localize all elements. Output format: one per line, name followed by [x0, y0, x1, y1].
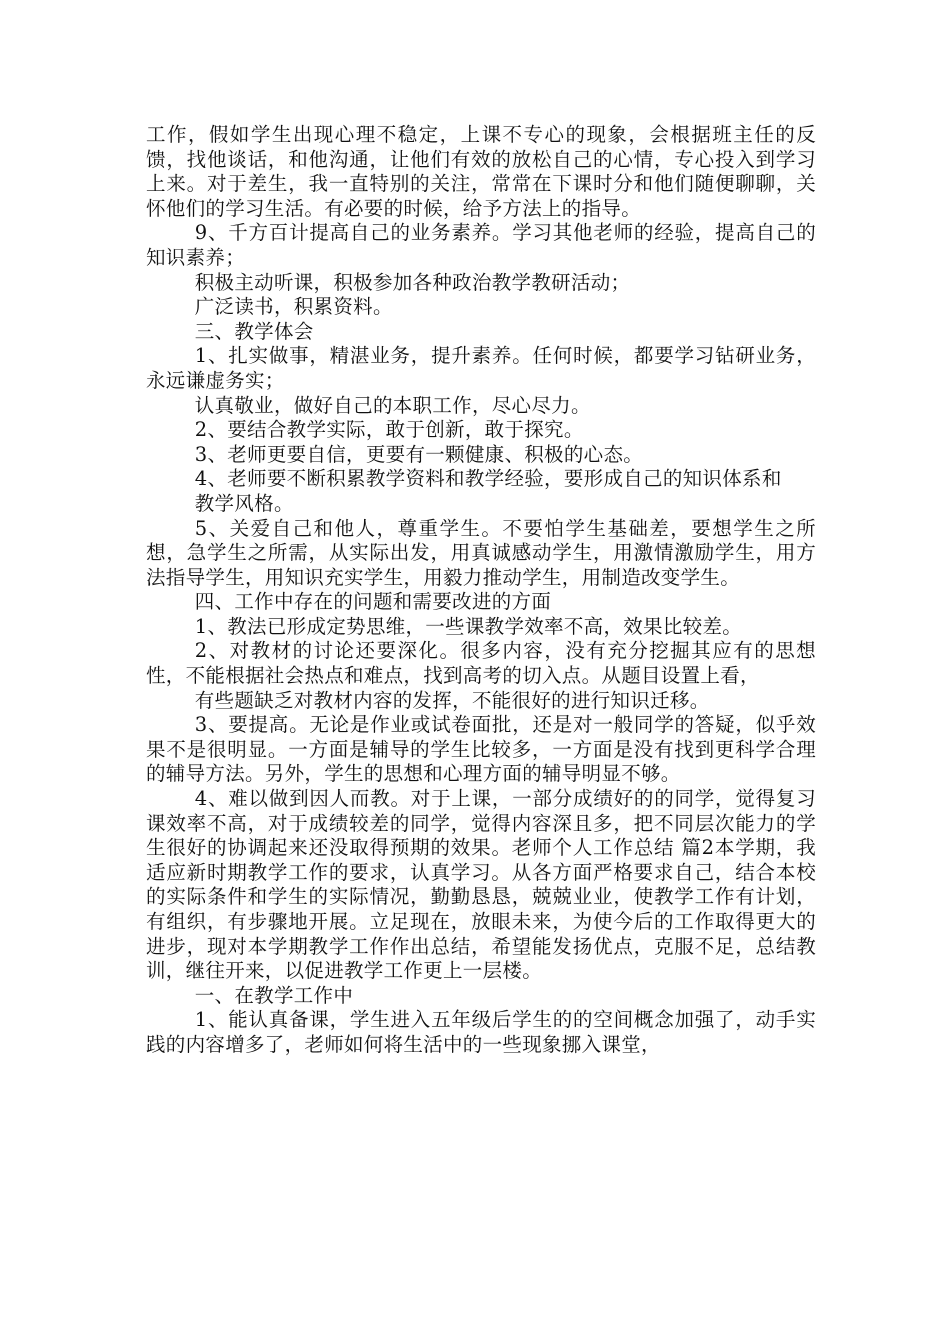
- paragraph: 2、对教材的讨论还要深化。很多内容，没有充分挖掘其应有的思想性，不能根据社会热点和难点，找到高考的切入点。从题目设置上看，: [146, 639, 816, 688]
- paragraph: 1、能认真备课，学生进入五年级后学生的的空间概念加强了，动手实践的内容增多了，老师如何将生活中的一些现象挪入课堂，: [146, 1008, 816, 1056]
- paragraph: 3、要提高。无论是作业或试卷面批，还是对一般同学的答疑，似乎效果不是很明显。一方面是辅导的学生比较多，一方面是没有找到更科学合理的辅导方法。另外，学生的思想和心理方面的辅导明显不够。: [146, 713, 816, 786]
- section-heading: 一、在教学工作中: [194, 983, 354, 1007]
- paragraph: 5、关爱自己和他人，尊重学生。不要怕学生基础差，要想学生之所想，急学生之所需，从实际出发，用真诚感动学生，用激情激励学生，用方法指导学生，用知识充实学生，用毅力推动学生，用制造改变学生。: [146, 516, 816, 589]
- paragraph: 1、教法已形成定势思维，一些课教学效率不高，效果比较差。: [194, 614, 743, 638]
- paragraph: 有些题缺乏对教材内容的发挥，不能很好的进行知识迁移。: [194, 688, 710, 712]
- paragraph: 教学风格。: [194, 491, 294, 515]
- paragraph: 广泛读书，积累资料。: [194, 295, 393, 319]
- paragraph: 认真敬业，做好自己的本职工作，尽心尽力。: [194, 393, 591, 417]
- paragraph: 工作，假如学生出现心理不稳定，上课不专心的现象，会根据班主任的反馈，找他谈话，和他沟通，让他们有效的放松自己的心情，专心投入到学习上来。对于差生，我一直特别的关注，常常在下课时分和他们随便聊聊，关怀他们的学习生活。有必要的时候，给予方法上的指导。: [146, 123, 816, 220]
- paragraph: 3、老师更要自信，更要有一颗健康、积极的心态。: [194, 442, 644, 466]
- document-body: [146, 123, 816, 1058]
- paragraph: 积极主动听课，积极参加各种政治教学教研活动；: [194, 270, 631, 294]
- section-heading: 四、工作中存在的问题和需要改进的方面: [194, 590, 552, 614]
- section-heading: 三、教学体会: [194, 319, 314, 343]
- paragraph: 9、千方百计提高自己的业务素养。学习其他老师的经验，提高自己的知识素养；: [146, 221, 816, 269]
- paragraph: 4、难以做到因人而教。对于上课，一部分成绩好的的同学，觉得复习课效率不高，对于成绩较差的同学，觉得内容深且多，把不同层次能力的学生很好的协调起来还没取得预期的效果。老师个人工作总结 篇2本学期，我适应新时期教学工作的要求，认真学习。从各方面严格要求自己，结合本校的实际条件和学生的实际情况，勤勤恳恳，兢兢业业，使教学工作有计划，有组织，有步骤地开展。立足现在，放眼未来，为使今后的工作取得更大的进步，现对本学期教学工作作出总结，希望能发扬优点，克服不足，总结教训，继往开来，以促进教学工作更上一层楼。: [146, 787, 816, 983]
- paragraph: 4、老师要不断积累教学资料和教学经验，要形成自己的知识体系和: [194, 467, 782, 491]
- paragraph: 2、要结合教学实际，敢于创新，敢于探究。: [194, 418, 584, 442]
- paragraph: 1、扎实做事，精湛业务，提升素养。任何时候，都要学习钻研业务，永远谦虚务实；: [146, 344, 816, 392]
